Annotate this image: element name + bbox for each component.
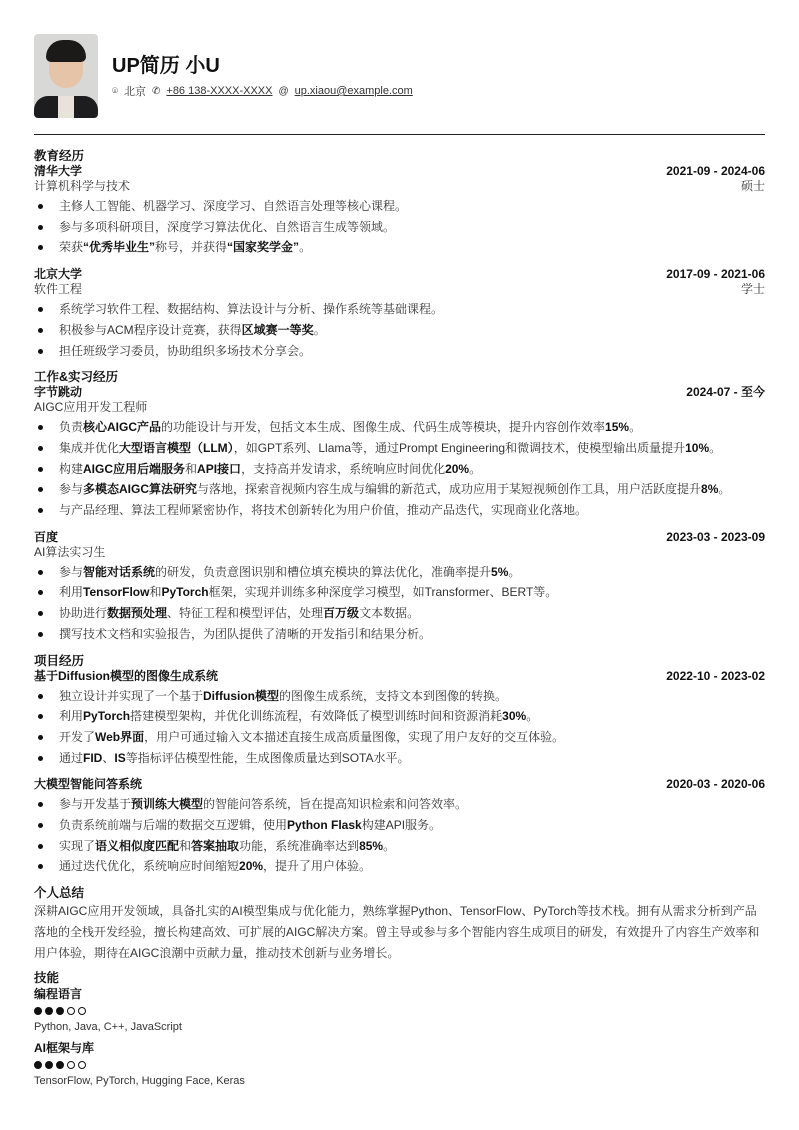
bullet-item bbox=[34, 706, 765, 727]
entry-header bbox=[34, 164, 765, 179]
skill-list: Python, Java, C++, JavaScript bbox=[34, 1021, 182, 1034]
entry-date: 2024-07 - 至今 bbox=[686, 385, 765, 400]
text: 参与 bbox=[59, 482, 84, 497]
text: 。 bbox=[629, 420, 642, 435]
bullet-list bbox=[34, 417, 765, 521]
bold-text: 10% bbox=[685, 440, 710, 455]
skill-name: 编程语言 bbox=[34, 987, 83, 1002]
entry bbox=[34, 777, 765, 877]
skills-section bbox=[34, 971, 765, 1090]
bold-text: FID bbox=[83, 750, 103, 765]
text: 负责系统前端与后端的数据交互逻辑，使用 bbox=[59, 818, 288, 833]
entry-subheader bbox=[34, 400, 765, 415]
bold-text: 30% bbox=[502, 709, 527, 724]
empty-dot-icon bbox=[67, 1007, 75, 1015]
phone-link[interactable]: +86 138-XXXX-XXXX bbox=[166, 85, 273, 97]
contact-info bbox=[112, 83, 413, 99]
location: 北京 bbox=[124, 86, 146, 98]
bullet-item bbox=[34, 237, 765, 258]
bold-text: Diffusion模型 bbox=[203, 688, 280, 703]
entry-date: 2023-03 - 2023-09 bbox=[666, 529, 765, 544]
summary-section bbox=[34, 886, 765, 963]
text: 的智能问答系统，旨在提高知识检索和问答效率。 bbox=[203, 797, 468, 812]
entry-org: 清华大学 bbox=[34, 164, 83, 178]
text: 。 bbox=[383, 838, 396, 853]
entry-subheader bbox=[34, 545, 765, 560]
candidate-name: UP简历 小U bbox=[112, 55, 220, 77]
entry-org: 百度 bbox=[34, 529, 59, 544]
entry-subheader bbox=[34, 179, 765, 194]
skill-level-rating bbox=[34, 1061, 765, 1069]
entry-header bbox=[34, 530, 765, 545]
empty-dot-icon bbox=[78, 1061, 86, 1069]
bold-text: 百万级 bbox=[323, 606, 360, 621]
bullet-item bbox=[34, 582, 765, 603]
skill-level-rating bbox=[34, 1007, 765, 1015]
section-0 bbox=[34, 149, 765, 361]
text: 称号，并获得 bbox=[155, 240, 228, 255]
text: 通过迭代优化，系统响应时间缩短 bbox=[59, 859, 240, 874]
email-at-icon: @ bbox=[278, 85, 289, 97]
bold-text: 区域赛一等奖 bbox=[241, 322, 314, 337]
text: 的功能设计与开发，包括文本生成、图像生成、代码生成等模块，提升内容创作效率 bbox=[161, 420, 606, 435]
bold-text: TensorFlow bbox=[83, 585, 150, 600]
text: 主修人工智能、机器学习、深度学习、自然语言处理等核心课程。 bbox=[59, 199, 408, 213]
text: ，用户可通过输入文本描述直接生成高质量图像，实现了用户友好的交互体验。 bbox=[144, 729, 565, 744]
section-title: 工作&实习经历 bbox=[34, 370, 119, 385]
entry-degree: 学士 bbox=[740, 282, 765, 297]
entry-org: 基于Diffusion模型的图像生成系统 bbox=[34, 668, 218, 683]
text: 的图像生成系统，支持文本到图像的转换。 bbox=[279, 688, 508, 703]
bold-text: Web界面 bbox=[95, 729, 145, 744]
entry-date: 2017-09 - 2021-06 bbox=[666, 267, 765, 282]
entry-role: 软件工程 bbox=[34, 282, 83, 297]
text: 利用 bbox=[59, 585, 84, 600]
filled-dot-icon bbox=[56, 1061, 64, 1069]
filled-dot-icon bbox=[56, 1007, 64, 1015]
bullet-list bbox=[34, 299, 765, 361]
bullet-item bbox=[34, 727, 765, 748]
entry-org: 大模型智能问答系统 bbox=[34, 777, 143, 792]
bold-text: 20% bbox=[445, 461, 470, 476]
bold-text: 8% bbox=[701, 482, 719, 497]
entry-subheader bbox=[34, 282, 765, 297]
bold-text: 核心AIGC产品 bbox=[83, 420, 162, 435]
resume-content bbox=[34, 149, 765, 1094]
bullet-list bbox=[34, 794, 765, 877]
text: 。 bbox=[526, 709, 539, 724]
text: 构建API服务。 bbox=[361, 818, 442, 833]
text: 集成并优化 bbox=[59, 440, 120, 455]
text: 独立设计并实现了一个基于 bbox=[59, 688, 204, 703]
email-link[interactable]: up.xiaou@example.com bbox=[294, 85, 413, 97]
bullet-item bbox=[34, 479, 765, 500]
bullet-item bbox=[34, 815, 765, 836]
filled-dot-icon bbox=[45, 1061, 53, 1069]
bold-text: 多模态AIGC算法研究 bbox=[83, 482, 198, 497]
entry bbox=[34, 530, 765, 645]
bold-text: 智能对话系统 bbox=[83, 564, 156, 579]
entry-header bbox=[34, 267, 765, 282]
text: 与落地，探索音视频内容生成与编辑的新范式，成功应用于某短视频创作工具，用户活跃度提升 bbox=[197, 482, 702, 497]
bold-text: 语义相似度匹配 bbox=[95, 838, 180, 853]
section-2 bbox=[34, 654, 765, 878]
text: 。 bbox=[709, 440, 722, 455]
bullet-item bbox=[34, 196, 765, 217]
entry bbox=[34, 164, 765, 258]
text: 利用 bbox=[59, 709, 84, 724]
bold-text: Python Flask bbox=[287, 818, 362, 833]
text: 参与多项科研项目，深度学习算法优化、自然语言生成等领域。 bbox=[59, 219, 396, 234]
section-title: 个人总结 bbox=[34, 886, 85, 901]
skill-list: TensorFlow, PyTorch, Hugging Face, Keras bbox=[34, 1075, 245, 1088]
entry-org: 北京大学 bbox=[34, 267, 83, 282]
text: 、特征工程和模型评估，处理 bbox=[167, 606, 324, 621]
bold-text: PyTorch bbox=[83, 709, 131, 724]
header-divider bbox=[34, 134, 765, 135]
text: 与产品经理、算法工程师紧密协作，将技术创新转化为用户价值，推动产品迭代，实现商业化落地。 bbox=[59, 503, 588, 518]
entry-date: 2021-09 - 2024-06 bbox=[666, 164, 765, 178]
bullet-list bbox=[34, 562, 765, 645]
text: 参与 bbox=[59, 564, 84, 579]
profile-photo bbox=[34, 34, 98, 118]
entry bbox=[34, 669, 765, 769]
bullet-list bbox=[34, 686, 765, 769]
filled-dot-icon bbox=[45, 1007, 53, 1015]
bold-text: “国家奖学金” bbox=[227, 240, 300, 255]
text: 和 bbox=[149, 585, 162, 600]
bullet-item bbox=[34, 686, 765, 707]
text: 框架，实现并训练多种深度学习模型，如Transformer、BERT等。 bbox=[208, 585, 558, 600]
text: 和 bbox=[179, 838, 192, 853]
text: 。 bbox=[718, 482, 731, 497]
empty-dot-icon bbox=[78, 1007, 86, 1015]
text: 通过 bbox=[59, 750, 84, 765]
entry-degree: 硕士 bbox=[740, 179, 765, 193]
section-title: 教育经历 bbox=[34, 149, 85, 163]
entry bbox=[34, 267, 765, 361]
entry bbox=[34, 385, 765, 521]
filled-dot-icon bbox=[34, 1007, 42, 1015]
bullet-item bbox=[34, 320, 765, 341]
location-pin-icon: ⌾ bbox=[112, 85, 118, 97]
bullet-item bbox=[34, 836, 765, 857]
entry-role: AI算法实习生 bbox=[34, 544, 106, 559]
entry-date: 2022-10 - 2023-02 bbox=[666, 668, 765, 683]
bullet-list bbox=[34, 196, 765, 258]
bullet-item bbox=[34, 603, 765, 624]
bold-text: 20% bbox=[239, 859, 264, 874]
text: 实现了 bbox=[59, 838, 96, 853]
entry-date: 2020-03 - 2020-06 bbox=[666, 777, 765, 792]
bullet-item bbox=[34, 438, 765, 459]
bullet-item bbox=[34, 856, 765, 877]
entry-header bbox=[34, 669, 765, 684]
bullet-item bbox=[34, 341, 765, 362]
text: 撰写技术文档和实验报告，为团队提供了清晰的开发指引和结果分析。 bbox=[59, 626, 432, 641]
text: 担任班级学习委员，协助组织多场技术分享会。 bbox=[59, 343, 312, 358]
bullet-item bbox=[34, 500, 765, 521]
entry-role: 计算机科学与技术 bbox=[34, 179, 131, 193]
text: ，支持高并发请求，系统响应时间优化 bbox=[241, 461, 446, 476]
bold-text: 85% bbox=[359, 838, 384, 853]
section-title: 技能 bbox=[34, 971, 60, 986]
text: ，提升了用户体验。 bbox=[263, 859, 372, 874]
text: 系统学习软件工程、数据结构、算法设计与分析、操作系统等基础课程。 bbox=[59, 302, 444, 317]
bold-text: AIGC应用后端服务 bbox=[83, 461, 186, 476]
summary-text: 深耕AIGC应用开发领域，具备扎实的AI模型集成与优化能力，熟练掌握Python、TensorFlow、PyTorch等技术栈。拥有从需求分析到产品落地的全栈开发经验，擅长构建高效、可扩展的AIGC解决方案。曾主导或参与多个智能内容生成项目的研发，有效提升了内容生产效率和用户体验，期待在AIGC浪潮中贡献力量，推动技术创新与业务增长。 bbox=[34, 904, 760, 960]
bold-text: API接口 bbox=[197, 461, 242, 476]
bullet-item bbox=[34, 562, 765, 583]
text: 等指标评估模型性能，生成图像质量达到SOTA水平。 bbox=[125, 750, 410, 765]
skill-name: AI框架与库 bbox=[34, 1041, 95, 1056]
bold-text: 预训练大模型 bbox=[131, 797, 204, 812]
text: 。 bbox=[469, 461, 482, 476]
bullet-item bbox=[34, 459, 765, 480]
bold-text: 5% bbox=[491, 564, 509, 579]
text: 。 bbox=[299, 240, 312, 255]
text: 荣获 bbox=[59, 240, 84, 255]
text: 。 bbox=[508, 564, 521, 579]
bold-text: “优秀毕业生” bbox=[83, 240, 156, 255]
text: ，如GPT系列、Llama等，通过Prompt Engineering和微调技术，使模型输出质量提升 bbox=[233, 440, 686, 455]
phone-icon: ✆ bbox=[152, 85, 161, 97]
bullet-item bbox=[34, 624, 765, 645]
text: 和 bbox=[185, 461, 198, 476]
text: 搭建模型架构，并优化训练流程，有效降低了模型训练时间和资源消耗 bbox=[130, 709, 503, 724]
bullet-item bbox=[34, 417, 765, 438]
section-1 bbox=[34, 370, 765, 644]
bullet-item bbox=[34, 748, 765, 769]
text: 文本数据。 bbox=[359, 606, 420, 621]
bold-text: 大型语言模型（LLM） bbox=[119, 440, 234, 455]
bold-text: 数据预处理 bbox=[107, 606, 168, 621]
bullet-item bbox=[34, 217, 765, 238]
text: 。 bbox=[313, 322, 326, 337]
filled-dot-icon bbox=[34, 1061, 42, 1069]
bold-text: 15% bbox=[605, 420, 630, 435]
text: 参与开发基于 bbox=[59, 797, 132, 812]
empty-dot-icon bbox=[67, 1061, 75, 1069]
entry-header bbox=[34, 385, 765, 400]
text: 开发了 bbox=[59, 729, 96, 744]
text: 协助进行 bbox=[59, 606, 108, 621]
text: 积极参与ACM程序设计竞赛，获得 bbox=[59, 322, 242, 337]
text: 负责 bbox=[59, 420, 84, 435]
bullet-item bbox=[34, 299, 765, 320]
resume-header bbox=[34, 34, 413, 118]
text: 的研发，负责意图识别和槽位填充模块的算法优化，准确率提升 bbox=[155, 564, 492, 579]
section-title: 项目经历 bbox=[34, 653, 85, 668]
bold-text: IS bbox=[114, 750, 126, 765]
entry-org: 字节跳动 bbox=[34, 385, 83, 400]
bold-text: PyTorch bbox=[161, 585, 209, 600]
text: 构建 bbox=[59, 461, 84, 476]
bullet-item bbox=[34, 794, 765, 815]
bold-text: 答案抽取 bbox=[191, 838, 240, 853]
text: 功能，系统准确率达到 bbox=[239, 838, 360, 853]
entry-role: AIGC应用开发工程师 bbox=[34, 400, 148, 415]
entry-header bbox=[34, 777, 765, 792]
text: 、 bbox=[102, 750, 115, 765]
